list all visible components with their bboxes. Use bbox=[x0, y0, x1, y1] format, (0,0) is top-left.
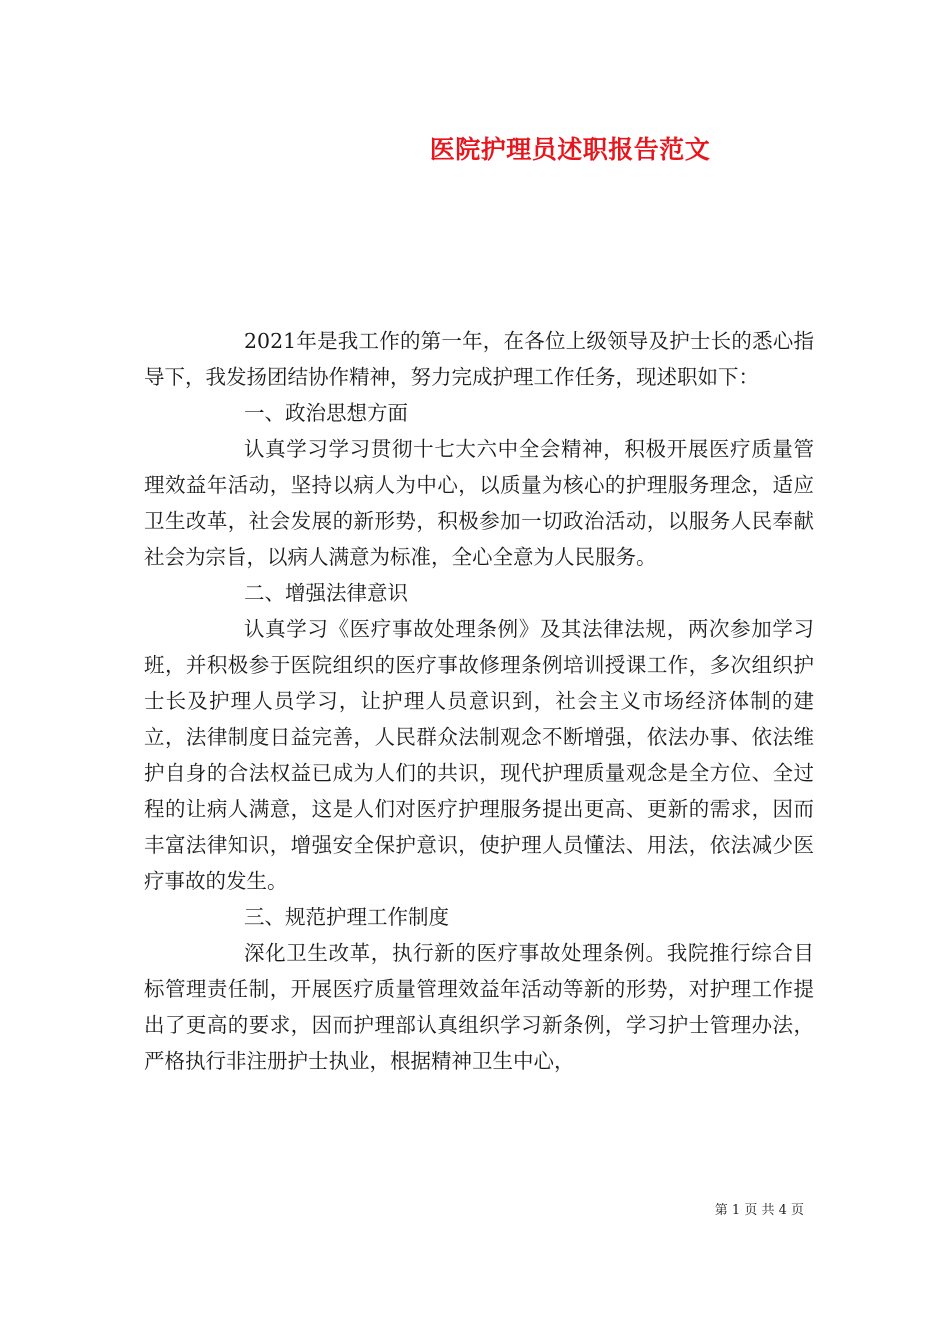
section-heading-politics: 一、政治思想方面 bbox=[244, 401, 408, 425]
politics-paragraph: 认真学习学习贯彻十七大六中全会精神，积极开展医疗质量管理效益年活动，坚持以病人为中心，以质量为核心的护理服务理念，适应卫生改革，社会发展的新形势，积极参加一切政治活动，以服务人民奉献社会为宗旨，以病人满意为标准，全心全意为人民服务。 bbox=[144, 437, 814, 569]
document-title: 医院护理员述职报告范文 bbox=[429, 135, 711, 164]
rules-paragraph: 深化卫生改革，执行新的医疗事故处理条例。我院推行综合目标管理责任制，开展医疗质量管理效益年活动等新的形势，对护理工作提出了更高的要求，因而护理部认真组织学习新条例，学习护士管理办法，严格执行非注册护士执业，根据精神卫生中心， bbox=[144, 941, 814, 1073]
intro-paragraph: 2021年是我工作的第一年，在各位上级领导及护士长的悉心指导下，我发扬团结协作精神，努力完成护理工作任务，现述职如下： bbox=[144, 329, 814, 389]
section-heading-law: 二、增强法律意识 bbox=[244, 581, 408, 605]
section-heading-rules: 三、规范护理工作制度 bbox=[244, 905, 449, 929]
document-body bbox=[144, 323, 814, 1079]
page-number: 第 1 页 共 4 页 bbox=[714, 1203, 804, 1218]
law-paragraph: 认真学习《医疗事故处理条例》及其法律法规，两次参加学习班，并积极参于医院组织的医疗事故修理条例培训授课工作，多次组织护士长及护理人员学习，让护理人员意识到，社会主义市场经济体制的建立，法律制度日益完善，人民群众法制观念不断增强，依法办事、依法维护自身的合法权益已成为人们的共识，现代护理质量观念是全方位、全过程的让病人满意，这是人们对医疗护理服务提出更高、更新的需求，因而丰富法律知识，增强安全保护意识，使护理人员懂法、用法，依法减少医疗事故的发生。 bbox=[144, 617, 814, 893]
